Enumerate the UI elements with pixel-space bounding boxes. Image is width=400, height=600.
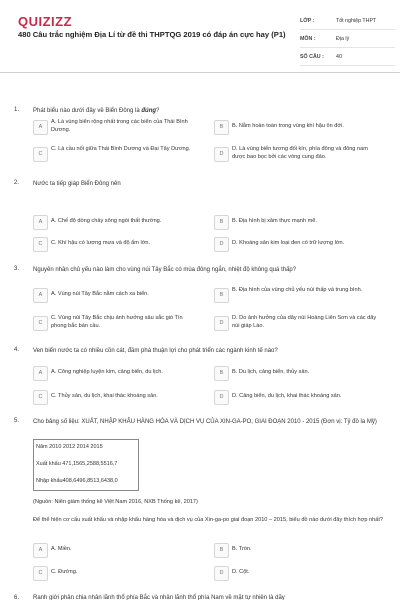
question-number: 3. [14, 266, 20, 272]
data-table [33, 439, 139, 491]
option-q4-a[interactable] [33, 365, 203, 385]
option-q1-c[interactable] [33, 146, 203, 166]
question-number: 4. [14, 347, 20, 353]
question-text [33, 107, 385, 115]
option-q2-b[interactable] [214, 214, 389, 234]
option-text: D. Khoáng sản kim loại đen có trữ lượng lớn. [232, 240, 345, 246]
option-q2-a[interactable] [33, 214, 203, 234]
option-q5-b[interactable] [214, 542, 389, 562]
option-q4-b[interactable] [214, 365, 389, 385]
option-letter: D [214, 316, 229, 331]
option-text: A. Chế độ dòng chảy sông ngòi thất thường. [51, 218, 162, 224]
option-text: C. Là cầu nối giữa Thái Bình Dương và Đại Tây Dương. [51, 146, 191, 152]
source-note: (Nguồn: Niên giám thống kê Việt Nam 2016, NXB Thống kê, 2017) [33, 499, 198, 505]
option-q2-c[interactable] [33, 236, 203, 256]
option-text: B. Du lịch, cảng biển, thủy sản. [232, 369, 310, 375]
option-letter: A [33, 543, 48, 558]
option-q5-a[interactable] [33, 542, 203, 562]
option-q1-a[interactable] [33, 119, 203, 139]
option-text: D. Cảng biển, du lịch, khai thác khoáng sản. [232, 393, 342, 399]
option-text: D. Là vùng biển tương đối kín, phía đông và đông nam được bao bọc bởi các vòng cung đảo. [232, 146, 368, 160]
question-text: Ranh giới phân chia nhân lãnh thổ phía Bắc và nhân lãnh thổ phía Nam về mặt tự nhiên là dãy [33, 595, 285, 600]
question-number: 6. [14, 595, 20, 600]
question-subtext: Để thể hiện cơ cấu xuất khẩu và nhập khẩu hàng hóa và dịch vụ của Xin-ga-po giai đoạn 2010 – 2015, biểu đồ nào dưới đây thích hợp nhất? [33, 517, 384, 523]
option-q3-b[interactable] [214, 287, 389, 307]
option-text: B. Địa hình của vùng chủ yếu núi thấp và trung bình. [232, 287, 363, 293]
meta-value: Địa lý [336, 35, 350, 42]
meta-row-class [300, 12, 395, 30]
option-text: A. Vùng núi Tây Bắc nằm cách xa biển. [51, 291, 149, 297]
option-letter: D [214, 237, 229, 252]
option-text: C. Đường. [51, 569, 78, 575]
option-q4-c[interactable] [33, 389, 203, 409]
option-q3-d[interactable] [214, 315, 389, 335]
option-letter: B [214, 543, 229, 558]
meta-label: MÔN : [300, 35, 316, 42]
option-letter: C [33, 147, 48, 162]
question-text: Nguyên nhân chủ yếu nào làm cho vùng núi Tây Bắc có mùa đông ngắn, nhiệt độ không quá thấp? [33, 267, 297, 273]
worksheet-meta [300, 12, 395, 66]
question-number: 5. [14, 418, 20, 424]
option-letter: C [33, 390, 48, 405]
option-letter: B [214, 366, 229, 381]
option-q4-d[interactable] [214, 389, 389, 409]
option-text: B. Tròn. [232, 546, 252, 552]
meta-value: 40 [336, 53, 342, 60]
option-letter: C [33, 237, 48, 252]
meta-label: SỐ CÂU : [300, 53, 324, 60]
question-number: 1. [14, 107, 20, 113]
option-q3-c[interactable] [33, 315, 203, 335]
quizizz-logo: QUIZIZZ [18, 14, 73, 29]
option-q1-b[interactable] [214, 119, 389, 139]
question-text-end: ? [156, 108, 160, 114]
question-text-main: Phát biểu nào dưới đây về Biển Đông là [33, 108, 142, 114]
option-letter: A [33, 366, 48, 381]
question-text: Ven biển nước ta có nhiều cồn cát, đầm phá thuận lợi cho phát triển các ngành kinh tế nào? [33, 348, 278, 354]
option-letter: B [214, 120, 229, 135]
table-row: Năm 2010 2012 2014 2015 [36, 444, 103, 450]
option-letter: C [33, 566, 48, 581]
option-text: A. Là vùng biển rộng nhất trong các biển của Thái Bình Dương. [51, 119, 188, 133]
table-row: Nhập khẩu408,6496,8513,6438,0 [36, 478, 118, 484]
option-letter: C [33, 316, 48, 331]
header-divider [0, 72, 400, 73]
question-text: Cho bảng số liệu: XUẤT, NHẬP KHẨU HÀNG HÓA VÀ DỊCH VỤ CỦA XIN-GA-PO, GIAI ĐOẠN 2010 - 2015 (Đơn vị: Tỷ đô la Mỹ) [33, 419, 377, 425]
table-row: Xuất khẩu 471,1565,2588,5516,7 [36, 461, 118, 467]
option-q3-a[interactable] [33, 287, 203, 307]
option-letter: A [33, 288, 48, 303]
option-letter: D [214, 147, 229, 162]
option-letter: A [33, 215, 48, 230]
option-letter: B [214, 215, 229, 230]
question-text-emphasis: đúng [141, 108, 157, 114]
option-letter: B [214, 288, 229, 303]
option-text: D. Cột. [232, 569, 250, 575]
option-text: B. Địa hình bị xâm thực mạnh mẽ. [232, 218, 317, 224]
option-text: A. Miền. [51, 546, 72, 552]
worksheet-header [0, 0, 400, 70]
option-text: C. Vùng núi Tây Bắc chịu ảnh hưởng sâu sắc gió Tín phong bắc bán cầu. [51, 315, 183, 329]
option-q5-c[interactable] [33, 565, 203, 585]
meta-label: LỚP : [300, 17, 315, 24]
option-text: C. Khí hậu có lượng mưa và độ ẩm lớn. [51, 240, 151, 246]
option-q2-d[interactable] [214, 236, 389, 256]
option-q5-d[interactable] [214, 565, 389, 585]
option-text: B. Nằm hoàn toàn trong vùng khí hậu ôn đới. [232, 123, 344, 129]
meta-row-subject [300, 30, 395, 48]
worksheet-title: 480 Câu trắc nghiệm Địa Lí từ đề thi THPTQG 2019 có đáp án cực hay (P1) [18, 30, 286, 39]
question-text: Nước ta tiếp giáp Biển Đông nên [33, 181, 121, 187]
option-letter: A [33, 120, 48, 135]
meta-value: Tốt nghiệp THPT [336, 17, 377, 24]
option-letter: D [214, 566, 229, 581]
option-q1-d[interactable] [214, 146, 389, 166]
question-number: 2. [14, 180, 20, 186]
option-text: D. Do ảnh hưởng của dãy núi Hoàng Liên Sơn và các dãy núi giáp Lào. [232, 315, 377, 329]
meta-row-count [300, 48, 395, 66]
option-text: C. Thủy sản, du lịch, khai thác khoáng sản. [51, 393, 158, 399]
option-letter: D [214, 390, 229, 405]
option-text: A. Công nghiệp luyện kim, cảng biển, du lịch. [51, 369, 163, 375]
